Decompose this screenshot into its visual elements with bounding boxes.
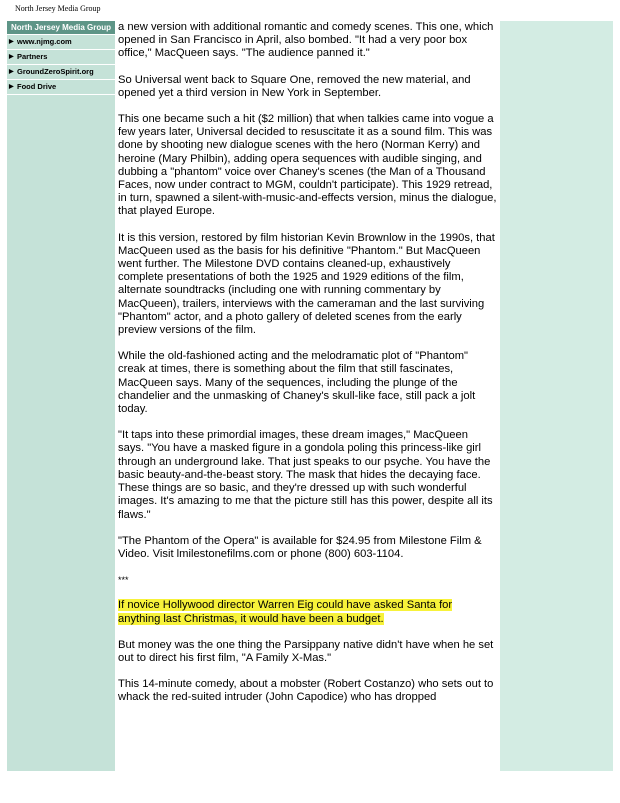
sidebar-item-label[interactable]: Partners (17, 52, 48, 61)
article-paragraph: a new version with additional romantic and comedy scenes. This one, which opened in San Francisco in April, also bombed. "It had a very poor box office," MacQueen says. "The audience panned it." (118, 21, 494, 60)
sidebar-header: North Jersey Media Group (7, 21, 115, 35)
article-paragraph: But money was the one thing the Parsippany native didn't have when he set out to direct his first film, "A Family X-Mas." (118, 638, 494, 664)
sidebar-item-food-drive[interactable] (7, 80, 115, 95)
arrow-right-icon: ▶ (9, 69, 14, 75)
sidebar-item-groundzerospirit[interactable] (7, 65, 115, 80)
arrow-right-icon: ▶ (9, 54, 14, 60)
sidebar-item-partners[interactable] (7, 50, 115, 65)
article-paragraph: "It taps into these primordial images, these dream images," MacQueen says. "You have a masked figure in a gondola poling this princess-like girl through an underground lake. That just speaks to our psyche. You have the basic beauty-and-the-beast story. The mask that hides the decaying face. These things are so basic, and they're dressed up with such wonderful images. It's amazing to me that the picture still has this power, despite all its flaws." (118, 429, 493, 521)
article-paragraph: This 14-minute comedy, about a mobster (Robert Costanzo) who sets out to whack the red-suited intruder (John Capodice) who has dropped (118, 678, 494, 704)
site-title: North Jersey Media Group (15, 4, 101, 13)
article-paragraph: So Universal went back to Square One, removed the new material, and opened yet a third version in New York in September. (118, 73, 471, 99)
arrow-right-icon: ▶ (9, 39, 14, 45)
sidebar-item-label[interactable]: Food Drive (17, 82, 57, 91)
highlighted-lede: If novice Hollywood director Warren Eig could have asked Santa for anything last Christmas, it would have been a budget. (118, 599, 453, 625)
article-paragraph: It is this version, restored by film historian Kevin Brownlow in the 1990s, that MacQueen used as the basis for his definitive "Phantom." But MacQueen went further. The Milestone DVD contains cleaned-up, exhaustively complete presentations of both the 1925 and 1929 editions of the film, alternate soundtracks (including one with running commentary by MacQueen), trailers, interviews with the cameraman and the last surviving "Phantom" actor, and a photo gallery of deleted scenes from the early preview versions of the film. (118, 231, 495, 337)
section-separator: *** (118, 575, 129, 586)
article-lede (118, 599, 497, 625)
sidebar (7, 21, 115, 771)
article-paragraph: While the old-fashioned acting and the melodramatic plot of "Phantom" creak at times, there is something about the film that still fascinates, MacQueen says. Many of the sequences, including the plunge of the chandelier and the unmasking of Chaney's skull-like face, still pack a jolt today. (118, 350, 476, 416)
article-body (118, 21, 497, 718)
sidebar-item-njmg[interactable] (7, 35, 115, 50)
sidebar-item-label[interactable]: GroundZeroSpirit.org (17, 67, 94, 76)
sidebar-item-label[interactable]: www.njmg.com (17, 37, 72, 46)
right-panel (500, 21, 613, 771)
article-paragraph: This one became such a hit ($2 million) that when talkies came into vogue a few years later, Universal decided to resuscitate it as a sound film. This was done by shooting new dialogue scenes with the hero (Norman Kerry) and heroine (Mary Philbin), adding opera sequences with audible singing, and dubbing a "phantom" voice over Chaney's scenes (the Man of a Thousand Faces, now under contract to MGM, couldn't participate). This 1929 retread, in turn, spawned a silent-with-music-and-effects version, minus the dialogue, that played Europe. (118, 113, 497, 218)
article-paragraph: "The Phantom of the Opera" is available for $24.95 from Milestone Film & Video. Visit lmilestonefilms.com or phone (800) 603-1104. (118, 534, 482, 560)
arrow-right-icon: ▶ (9, 84, 14, 90)
